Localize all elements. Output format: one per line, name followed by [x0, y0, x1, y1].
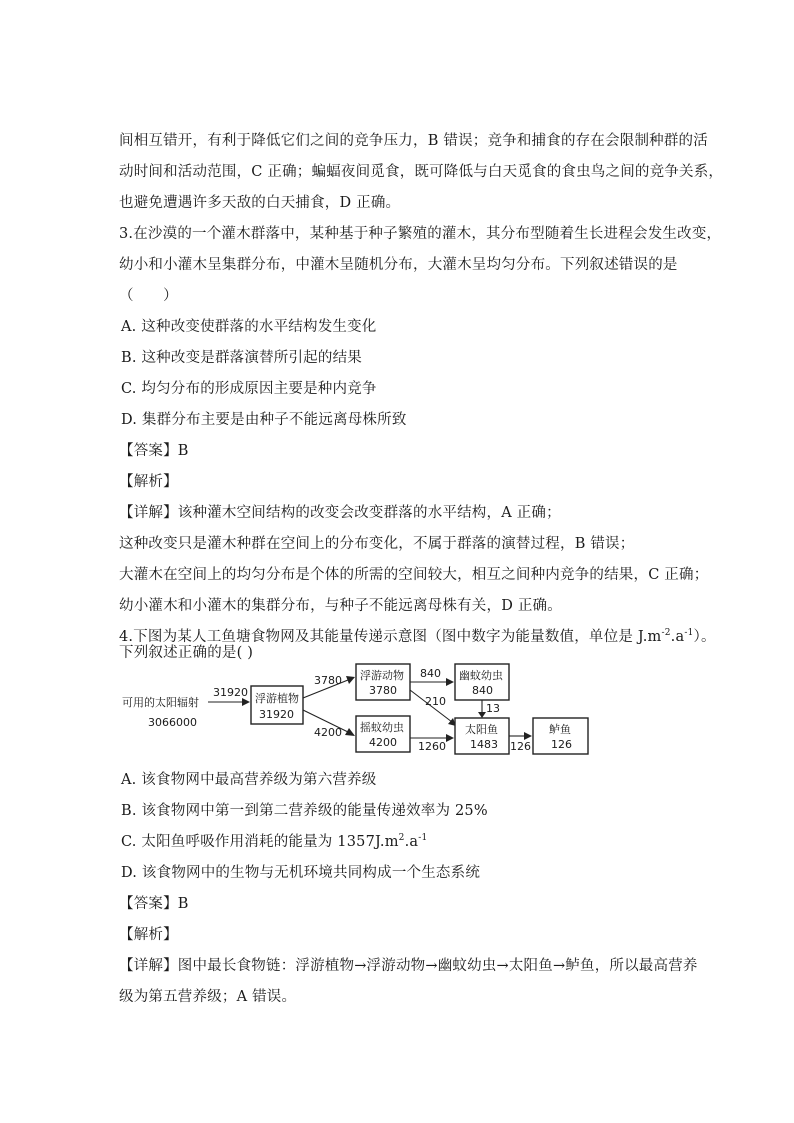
analysis-label: 【解析】 [119, 474, 178, 490]
explanation-line: 【详解】该种灌木空间结构的改变会改变群落的水平结构，A 正确； [119, 505, 561, 521]
option-c: C. 均匀分布的形成原因主要是种内竞争 [121, 381, 377, 397]
arrowhead [446, 734, 454, 742]
node-label: 鲈鱼 [549, 723, 571, 736]
node-value: 840 [472, 684, 493, 697]
explanation-line: 幼小灌木和小灌木的集群分布，与种子不能远离母株有关，D 正确。 [119, 598, 562, 614]
node-value: 4200 [369, 736, 397, 749]
edge-label: 3780 [314, 674, 342, 687]
analysis-label: 【解析】 [119, 927, 178, 943]
answer-label: 【答案】B [119, 443, 189, 459]
arrowhead [242, 698, 250, 706]
source-value: 3066000 [148, 716, 197, 729]
text-line: 动时间和活动范围，C 正确；蝙蝠夜间觅食，既可降低与白天觅食的食虫鸟之间的竞争关系， [119, 164, 724, 180]
node-label: 浮游动物 [360, 669, 404, 682]
edge-label: 4200 [314, 726, 342, 739]
text-line: 间相互错开，有利于降低它们之间的竞争压力，B 错误；竞争和捕食的存在会限制种群的活 [119, 133, 708, 149]
node-value: 1483 [470, 738, 498, 751]
answer-blank: （ ） [119, 288, 178, 304]
question-3-stem: 幼小和小灌木呈集群分布，中灌木呈随机分布，大灌木呈均匀分布。下列叙述错误的是 [119, 257, 678, 273]
option-a: A. 该食物网中最高营养级为第六营养级 [121, 772, 377, 788]
explanation-line: 级为第五营养级；A 错误。 [119, 989, 297, 1005]
edge-label: 13 [486, 702, 500, 715]
arrowhead [478, 712, 486, 718]
edge-label: 1260 [418, 740, 446, 753]
option-a: A. 这种改变使群落的水平结构发生变化 [121, 319, 377, 335]
node-label: 太阳鱼 [465, 723, 498, 736]
arrowhead [446, 678, 454, 686]
edge-label: 126 [510, 740, 531, 753]
explanation-line: 大灌木在空间上的均匀分布是个体的所需的空间较大，相互之间种内竞争的结果，C 正确； [119, 567, 709, 583]
edge-label: 210 [425, 695, 446, 708]
option-d: D. 集群分布主要是由种子不能远离母株所致 [121, 412, 407, 428]
edge-label: 31920 [213, 686, 248, 699]
option-b: B. 该食物网中第一到第二营养级的能量传递效率为 25% [121, 803, 488, 819]
node-value: 126 [551, 738, 572, 751]
question-3-stem: 3.在沙漠的一个灌木群落中，某种基于种子繁殖的灌木，其分布型随着生长进程会发生改变， [119, 226, 722, 242]
edge-label: 840 [420, 667, 441, 680]
arrowhead [524, 732, 532, 740]
food-web-diagram [118, 660, 598, 760]
node-label: 摇蚊幼虫 [360, 721, 404, 734]
node-label: 浮游植物 [255, 692, 299, 705]
question-4-stem: 4.下图为某人工鱼塘食物网及其能量传递示意图（图中数字为能量数值，单位是 $J.m^{-2}.a^{-1}$）。 [119, 628, 716, 645]
answer-label: 【答案】B [119, 896, 189, 912]
option-d: D. 该食物网中的生物与无机环境共同构成一个生态系统 [121, 865, 481, 881]
explanation-line: 【详解】图中最长食物链：浮游植物→浮游动物→幽蚊幼虫→太阳鱼→鲈鱼，所以最高营养 [119, 958, 698, 974]
arrowhead [345, 728, 355, 736]
option-b: B. 这种改变是群落演替所引起的结果 [121, 350, 362, 366]
option-c: C. 太阳鱼呼吸作用消耗的能量为 $1357J.m^2.a^{-1}$ [121, 833, 428, 850]
question-4-stem: 下列叙述正确的是( ) [119, 645, 254, 661]
explanation-line: 这种改变只是灌木种群在空间上的分布变化，不属于群落的演替过程，B 错误； [119, 536, 635, 552]
text-line: 也避免遭遇许多天敌的白天捕食，D 正确。 [119, 195, 401, 211]
node-label: 幽蚊幼虫 [459, 669, 503, 682]
node-value: 31920 [259, 708, 294, 721]
source-label: 可用的太阳辐射 [122, 696, 199, 709]
node-value: 3780 [369, 684, 397, 697]
